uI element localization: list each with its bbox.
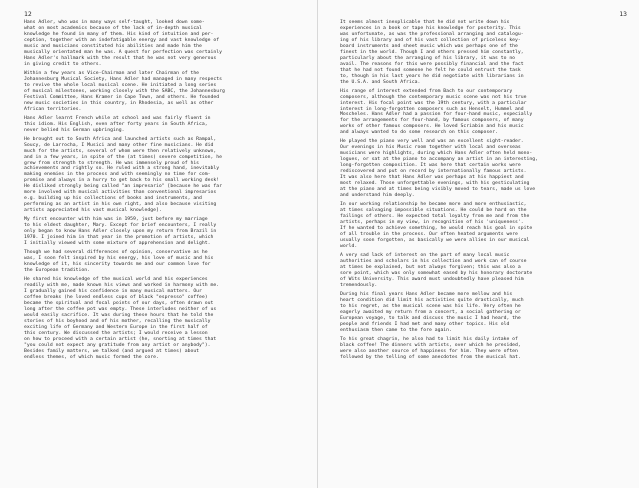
right-paragraph-4: In our working relationship he became more and more enthusiastic, at times salvaging impossible situations. He could be hard on the failings of others. He expected total loyalty from me and from the artists, perhaps in my view, in recognition of his 'uniqueness'. If he wanted to achieve something, he would reach his goal in spite of all trouble in the process. Our often heated arguments were usually soon forgotten, as basically we were allies in our musical world.	[340, 202, 533, 249]
right-paragraph-2: His range of interest extended from Bach to our contemporary composers, although the contemporary music scene was not his true interest. His focal point was the 19th century, with a particular interest in long-forgotten composers such as Henselt, Hummel and Moscheles. Hans Adler had a passion for four-hand music, especially for the arrangements for four-hand, by famous composers, of many works of other famous composers. He loved Scriabin and his music and always wanted to do some research on this composer.	[340, 88, 533, 136]
left-paragraph-6: Though we had several differences of opinion, conservative as he was, I soon felt inspired by his energy, his love of music and his knowledge of it, his sincerity towards me and our common love for the European tradition.	[24, 250, 214, 274]
right-paragraph-5: A very sad lack of interest on the part of many local music authorities and scholars in his collection and work can of course at times be explained, but not always forgiven; this was also a sore point, which was only somewhat eased by his honorary doctorate of Wits University. This award must undoubtedly have pleased him tremendously.	[340, 253, 533, 288]
right-paragraph-3: He played the piano very well and was an excellent sight-reader. Our evenings in his Music room together with local and overseas musicians were highlights, during which Hans Adler often held mono- logues, or sat at the piano to accompany an artist in an interesting, long-forgotten composition. It was here that certain works were rediscovered and put on record by internationally famous artists. It was also here that Hans Adler was perhaps at his happiest and most relaxed. Those unforgettable evenings, with his gesticulating at the piano and at times being visibly moved to tears, made us love and understand him deeply.	[340, 139, 539, 199]
right-paragraph-1: It seems almost inexplicable that he did not write down his experiences in a book or tape his knowledge for posterity. This was unfortunate, as was the professional arranging and catalogu- ing of his library and of his vast collection of priceless key- board instruments and sheet music which was perhaps one of the finest in the world. Though I and others pressed him constantly, particularly about the arranging of his library, it was to no avail. The reasons for this were possibly financial and the fact that he had not found someone he felt he could entrust the task to, though in his last years he did negotiate with librarians in the U.S.A. and South Africa.	[340, 20, 524, 85]
left-paragraph-5: My first encounter with him was in 1959, just before my marriage to his eldest daughter, Mary. Except for brief encounters, I really only began to know Hans Adler closely upon my return from Brazil in 1970. I joined him in that year in the promotion of artists, which I initially viewed with some mixture of apprehension and delight.	[24, 217, 217, 247]
left-paragraph-4: He brought out to South Africa and launched artists such as Rampal, Soucy, de Larrocha, I Musici and many other fine musicians. He did much for the artists, several of whom were then relatively unknown, and in a few years, in spite of the (at times) severe competition, he grew from strength to strength. He was immensely proud of his achievements and rightly so. He ruled with a strong hand, inevitably making enemies in the process and with seemingly no time for com- promise and always in a hurry to get back to his small working desk! He disliked strongly being called "an impresario" [because he was far more involved with musical activities than conventional impresarios e.g. building up his collections of books and instruments, and performing as an artist in his own right, and also because visiting artists appreciated his vast musical knowledge].	[24, 136, 223, 214]
left-page	[0, 0, 318, 488]
left-paragraph-7: He shared his knowledge of the musical world and his experiences readily with me, made known his views and worked in harmony with me. I gradually gained his confidence in many musical matters. Our coffee breaks (he loved endless cups of black "espresso" coffee) became the spiritual and focal points of our days, often drawn out long after the coffee pot was empty. These interludes neither of us would easily sacrifice. It was during these hours that he told the stories of his boyhood and of his mother, recalling the musically exciting life of Germany and Western Europe in the first half of this century. We discussed the artists; I would receive a lesson on how to proceed with a certain artist (he, snorting at times that "you could not expect any gratitude from any artist or anybody"). Besides family matters, we talked (and argued at times) about endless themes, of which music formed the core.	[24, 277, 220, 360]
page-number-left: 12	[24, 10, 32, 18]
right-page	[318, 0, 639, 488]
right-paragraph-7: To his great chagrin, he also had to limit his daily intake of black coffee! The dinners with artists, over which he presided, were also another source of happiness for him. They were often followed by the telling of some anecdotes from the musical hat.	[340, 336, 521, 360]
left-paragraph-1: Hans Adler, who was in many ways self-taught, looked down some- what on most academics because of the lack of in-depth musical knowledge he found in many of them. His kind of intuition and per- ception, together with an indefatigable energy and vast knowledge of music and musicians constituted his abilities and made him the musically orientated man he was. A quest for perfection was certainly Hans Adler's hallmark with the result that he was not very generous in giving credit to others.	[24, 20, 223, 67]
left-paragraph-3: Hans Adler learnt French while at school and was fairly fluent in this idiom. His English, even after forty years in South Africa, never belied his German upbringing.	[24, 115, 211, 133]
right-paragraph-6: During his final years Hans Adler became more mellow and his heart condition did limit his activities quite drastically, much to his regret, as the musical scene was his life. Very often he eagerly awaited my return from a concert, a social gathering or European voyage, to talk and discuss the music I had heard, the people and friends I had met and many other topics. His old enthusiasm then came to the fore again.	[340, 291, 524, 333]
page-number-right: 13	[619, 10, 627, 18]
left-paragraph-2: Within a few years as Vice-Chairman and later Chairman of the Johannesburg Musical Society, Hans Adler had managed in many respects to revive the whole local musical scene. He initiated a long series of musical milestones, working closely with the SABC, the Johannesburg Festival Committee, Hans Kramer in Cape Town, and others. He founded new music societies in this country, in Rhodesia, as well as other African territories.	[24, 70, 225, 112]
